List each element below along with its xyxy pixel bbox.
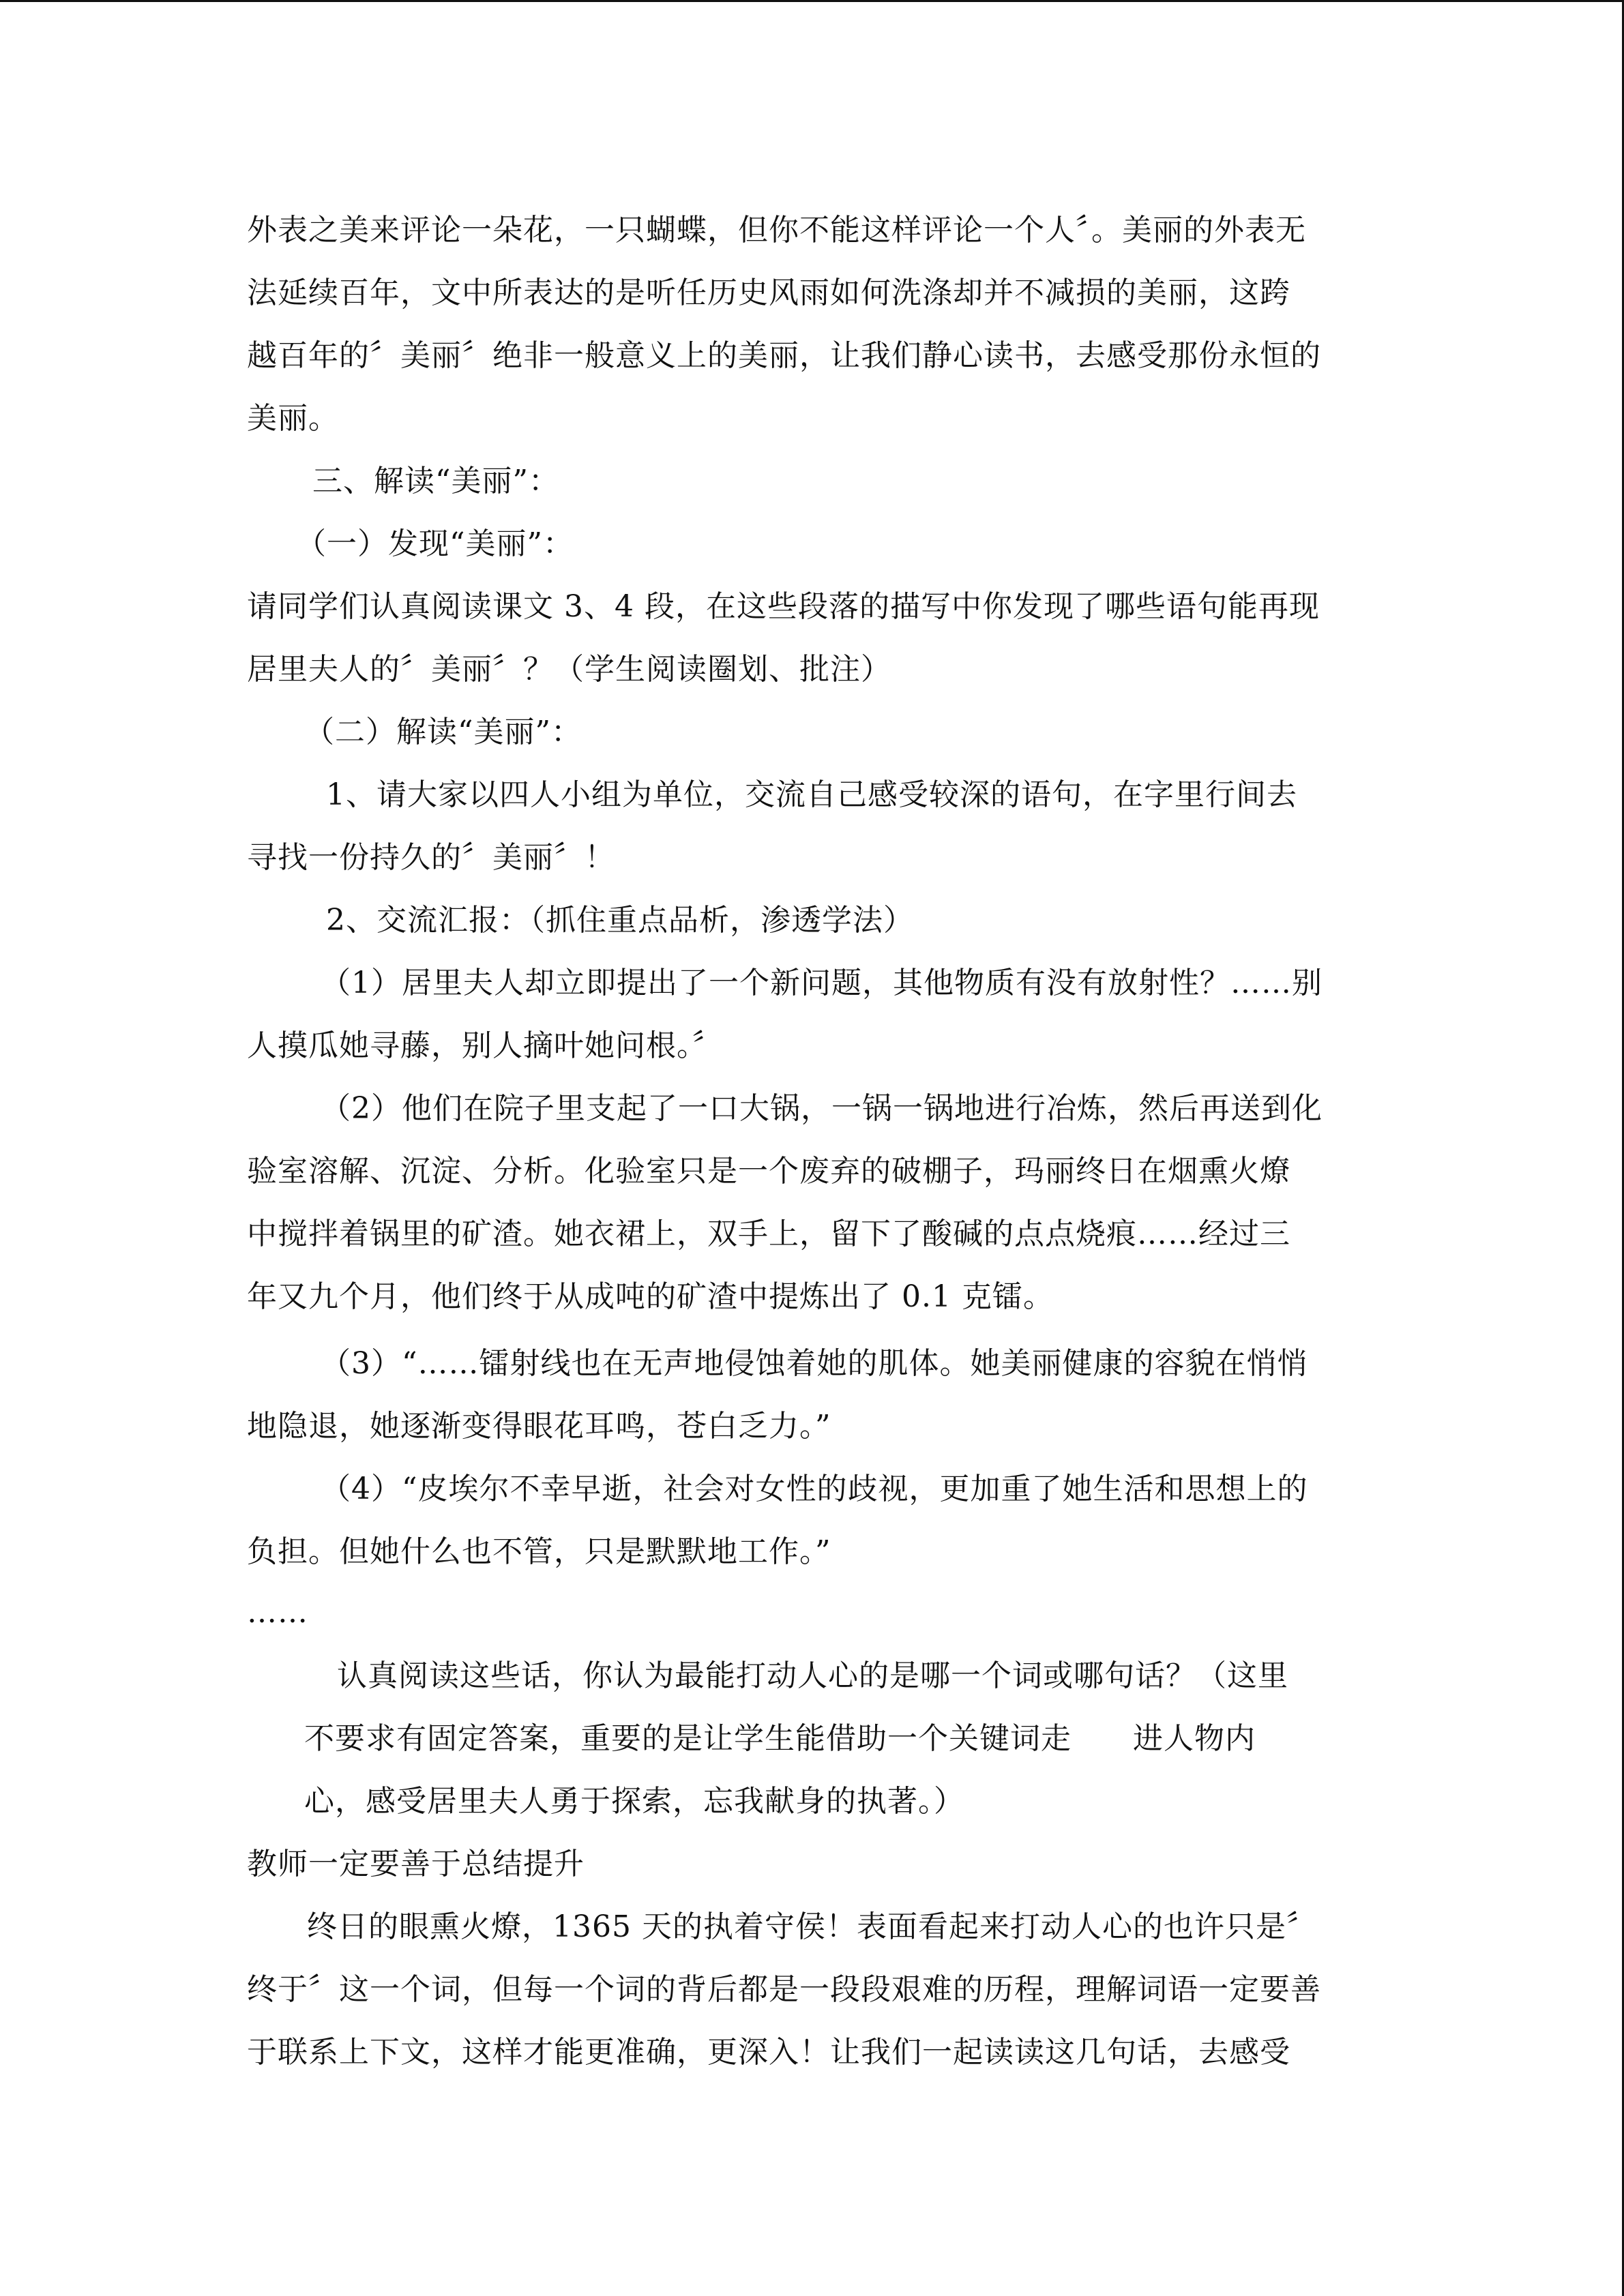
text-line: （4）“皮埃尔不幸早逝，社会对女性的歧视，更加重了她生活和思想上的 [321, 1472, 1308, 1506]
text-line: 不要求有固定答案，重要的是让学生能借助一个关键词走 进人物内 [304, 1721, 1256, 1756]
teacher-note: 教师一定要善于总结提升 [247, 1847, 585, 1881]
text-line: 年又九个月，他们终于从成吨的矿渣中提炼出了 0.1 克镭。 [247, 1279, 1054, 1314]
text-line: 负担。但她什么也不管，只是默默地工作。” [247, 1534, 831, 1569]
text-line: 认真阅读这些话，你认为最能打动人心的是哪一个词或哪句话？（这里 [337, 1658, 1288, 1693]
text-line: 外表之美来评论一朵花，一只蝴蝶，但你不能这样评论一个人〞。美丽的外表无 [247, 213, 1306, 248]
ellipsis-line: …… [247, 1595, 308, 1630]
text-line: 人摸瓜她寻藤，别人摘叶她问根。〞 [247, 1028, 723, 1063]
text-line: 居里夫人的〞美丽〞？（学生阅读圈划、批注） [247, 652, 891, 687]
text-line: （2）他们在院子里支起了一口大锅，一锅一锅地进行冶炼，然后再送到化 [321, 1091, 1323, 1126]
text-line: （1）居里夫人却立即提出了一个新问题，其他物质有没有放射性？……别 [321, 966, 1323, 1000]
text-line: 法延续百年，文中所表达的是听任历史风雨如何洗涤却并不减损的美丽，这跨 [247, 275, 1290, 310]
step-heading: 2、交流汇报：（抓住重点品析，渗透学法） [326, 903, 914, 938]
text-line: 美丽。 [247, 401, 339, 436]
text-line: （3）“……镭射线也在无声地侵蚀着她的肌体。她美丽健康的容貌在悄悄 [321, 1346, 1308, 1381]
text-line: 终日的眼熏火燎，1365 天的执着守侯！表面看起来打动人心的也许只是〞 [307, 1909, 1317, 1944]
text-line: 验室溶解、沉淀、分析。化验室只是一个废弃的破棚子，玛丽终日在烟熏火燎 [247, 1154, 1290, 1189]
text-line: 寻找一份持久的〞美丽〞！ [247, 840, 615, 875]
subsection-heading: （一）发现“美丽”： [296, 526, 574, 561]
subsection-heading: （二）解读“美丽”： [304, 715, 582, 749]
text-line: 心，感受居里夫人勇于探索，忘我献身的执著。） [304, 1784, 964, 1819]
text-line: 于联系上下文，这样才能更准确，更深入！让我们一起读读这几句话，去感受 [247, 2035, 1290, 2070]
text-line: 地隐退，她逐渐变得眼花耳鸣，苍白乏力。” [247, 1409, 831, 1444]
section-heading: 三、解读“美丽”： [312, 464, 559, 498]
text-line: 1、请大家以四人小组为单位，交流自己感受较深的语句，在字里行间去 [326, 777, 1297, 812]
text-line: 越百年的〞美丽〞绝非一般意义上的美丽，让我们静心读书，去感受那份永恒的 [247, 338, 1321, 373]
text-line: 中搅拌着锅里的矿渣。她衣裙上，双手上，留下了酸碱的点点烧痕……经过三 [247, 1217, 1290, 1251]
text-line: 请同学们认真阅读课文 3、4 段，在这些段落的描写中你发现了哪些语句能再现 [247, 589, 1320, 624]
text-line: 终于〞这一个词，但每一个词的背后都是一段段艰难的历程，理解词语一定要善 [247, 1972, 1321, 2007]
